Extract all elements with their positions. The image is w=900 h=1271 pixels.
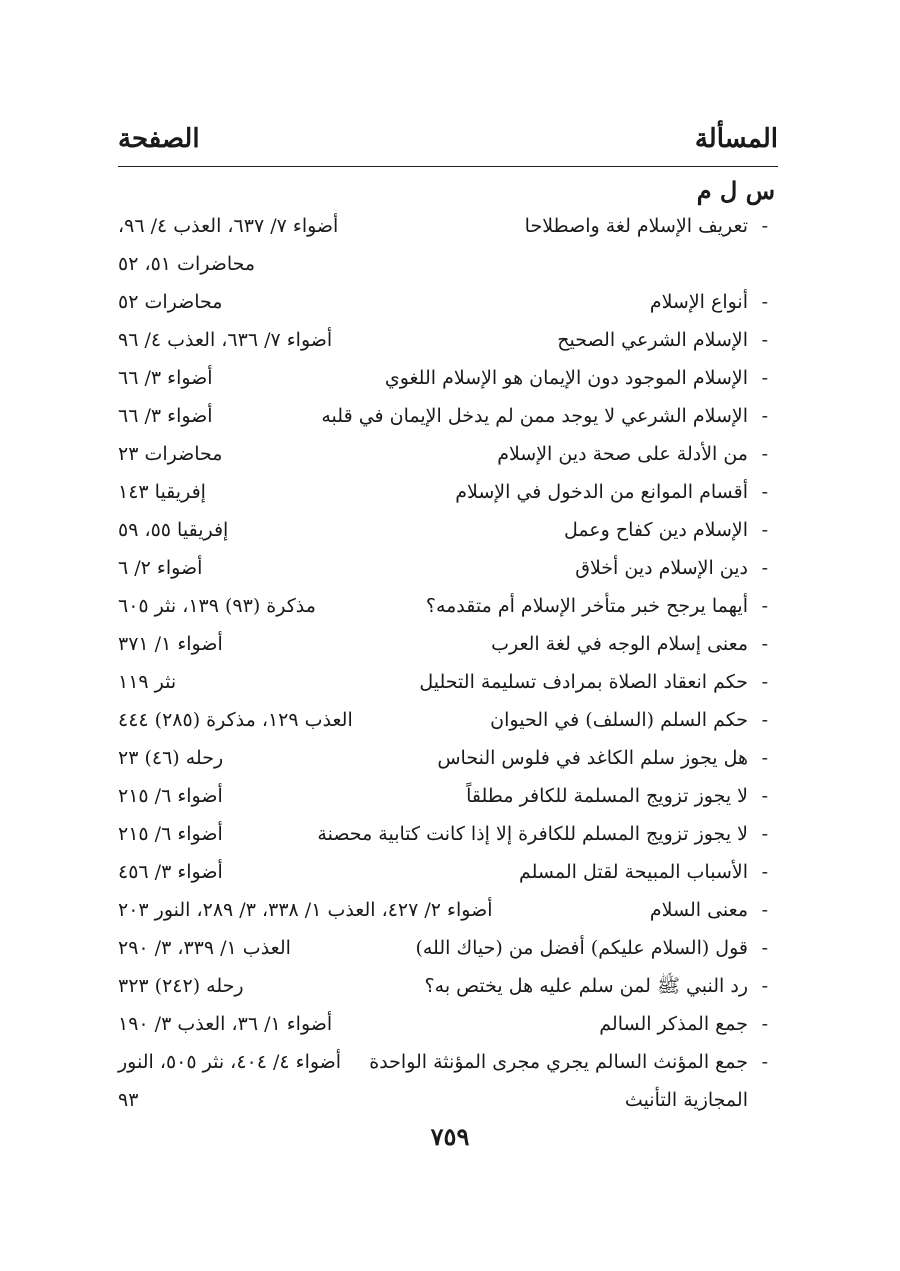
entry-dash: - [761,861,768,883]
index-entry [118,967,778,1005]
index-entry [118,549,778,587]
entry-dash: - [761,519,768,541]
entry-reference: أضواء ٧/ ٦٣٧، العذب ٤/ ٩٦، [118,215,339,237]
page-number: ٧٥٩ [430,1122,470,1151]
entry-reference: العذب ١/ ٣٣٩، ٣/ ٢٩٠ [118,937,291,959]
issue-column-heading: المسألة [694,124,778,154]
entry-reference-continued: ٩٣ [118,1089,139,1111]
entry-reference: رحله (٢٤٢) ٣٢٣ [118,975,244,997]
index-entry [118,1043,778,1119]
entry-topic: الأسباب المبيحة لقتل المسلم [519,861,748,883]
index-entry [118,815,778,853]
entry-dash: - [761,405,768,427]
entry-topic: الإسلام الشرعي لا يوجد ممن لم يدخل الإيمان في قلبه [321,405,748,427]
index-entry [118,321,778,359]
entry-topic: معنى السلام [649,899,748,921]
section-title: س ل م [696,176,775,205]
entry-topic: لا يجوز تزويج المسلمة للكافر مطلقاً [466,785,748,807]
entry-topic: رد النبي ﷺ لمن سلم عليه هل يختص به؟ [424,975,748,997]
index-entry [118,283,778,321]
entry-topic: جمع المذكر السالم [599,1013,748,1035]
entry-topic: أنواع الإسلام [649,291,748,313]
page-header [118,124,778,164]
entry-dash: - [761,367,768,389]
entry-dash: - [761,823,768,845]
entry-topic: قول (السلام عليكم) أفضل من (حياك الله) [415,937,748,959]
entry-topic: حكم السلم (السلف) في الحيوان [490,709,748,731]
entry-reference: أضواء ٣/ ٤٥٦ [118,861,223,883]
entry-topic: الإسلام الموجود دون الإيمان هو الإسلام اللغوي [384,367,748,389]
entry-topic: من الأدلة على صحة دين الإسلام [497,443,748,465]
entry-dash: - [761,975,768,997]
entry-reference: محاضرات ٢٣ [118,443,223,465]
index-entry [118,891,778,929]
entry-dash: - [761,481,768,503]
index-entry [118,207,778,283]
index-entry [118,625,778,663]
index-entry [118,701,778,739]
entry-dash: - [761,747,768,769]
entry-dash: - [761,291,768,313]
entry-topic: جمع المؤنث السالم يجري مجرى المؤنثة الواحدة [369,1051,748,1073]
entry-reference-continued: محاضرات ٥١، ٥٢ [118,253,256,275]
entry-dash: - [761,785,768,807]
entry-dash: - [761,443,768,465]
entry-reference: أضواء ٢/ ٤٢٧، العذب ١/ ٣٣٨، ٣/ ٢٨٩، النور ٢٠٣ [118,899,493,921]
entry-topic: أيهما يرجح خبر متأخر الإسلام أم متقدمه؟ [425,595,748,617]
entry-reference: أضواء ٣/ ٦٦ [118,405,213,427]
entry-topic: هل يجوز سلم الكاغد في فلوس النحاس [437,747,748,769]
entry-reference: مذكرة (٩٣) ١٣٩، نثر ٦٠٥ [118,595,316,617]
index-entry [118,587,778,625]
entry-reference: أضواء ٢/ ٦ [118,557,203,579]
index-entry [118,663,778,701]
entry-dash: - [761,557,768,579]
entry-dash: - [761,899,768,921]
page-column-heading: الصفحة [118,124,200,154]
entry-topic: الإسلام دين كفاح وعمل [563,519,748,541]
entry-topic: لا يجوز تزويج المسلم للكافرة إلا إذا كانت كتابية محصنة [317,823,748,845]
entry-topic: معنى إسلام الوجه في لغة العرب [491,633,748,655]
entry-reference: محاضرات ٥٢ [118,291,223,313]
index-entry [118,511,778,549]
entry-dash: - [761,595,768,617]
entry-reference: أضواء ٦/ ٢١٥ [118,823,223,845]
entry-reference: أضواء ٤/ ٤٠٤، نثر ٥٠٥، النور [118,1051,342,1073]
entry-dash: - [761,1013,768,1035]
header-divider [118,166,778,167]
index-entry [118,435,778,473]
entry-topic: دين الإسلام دين أخلاق [575,557,748,579]
entry-reference: العذب ١٢٩، مذكرة (٢٨٥) ٤٤٤ [118,709,353,731]
entry-reference: إفريقيا ١٤٣ [118,481,206,503]
index-entry [118,739,778,777]
entry-reference: نثر ١١٩ [118,671,177,693]
index-entry [118,853,778,891]
entry-topic: الإسلام الشرعي الصحيح [557,329,748,351]
entry-reference: أضواء ٧/ ٦٣٦، العذب ٤/ ٩٦ [118,329,333,351]
entry-topic-continued: المجازية التأنيث [624,1089,748,1111]
entry-dash: - [761,709,768,731]
entry-dash: - [761,215,768,237]
index-entries [118,207,778,1119]
entry-reference: إفريقيا ٥٥، ٥٩ [118,519,229,541]
entry-dash: - [761,937,768,959]
entry-reference: أضواء ٦/ ٢١٥ [118,785,223,807]
index-entry [118,359,778,397]
entry-reference: أضواء ٣/ ٦٦ [118,367,213,389]
index-entry [118,777,778,815]
index-entry [118,1005,778,1043]
index-entry [118,473,778,511]
entry-reference: أضواء ١/ ٣٧١ [118,633,223,655]
index-entry [118,397,778,435]
entry-dash: - [761,633,768,655]
entry-reference: أضواء ١/ ٣٦، العذب ٣/ ١٩٠ [118,1013,333,1035]
entry-reference: رحله (٤٦) ٢٣ [118,747,224,769]
entry-dash: - [761,1051,768,1073]
entry-topic: أقسام الموانع من الدخول في الإسلام [455,481,748,503]
entry-dash: - [761,329,768,351]
entry-topic: حكم انعقاد الصلاة بمرادف تسليمة التحليل [419,671,748,693]
index-entry [118,929,778,967]
entry-topic: تعريف الإسلام لغة واصطلاحا [524,215,748,237]
entry-dash: - [761,671,768,693]
